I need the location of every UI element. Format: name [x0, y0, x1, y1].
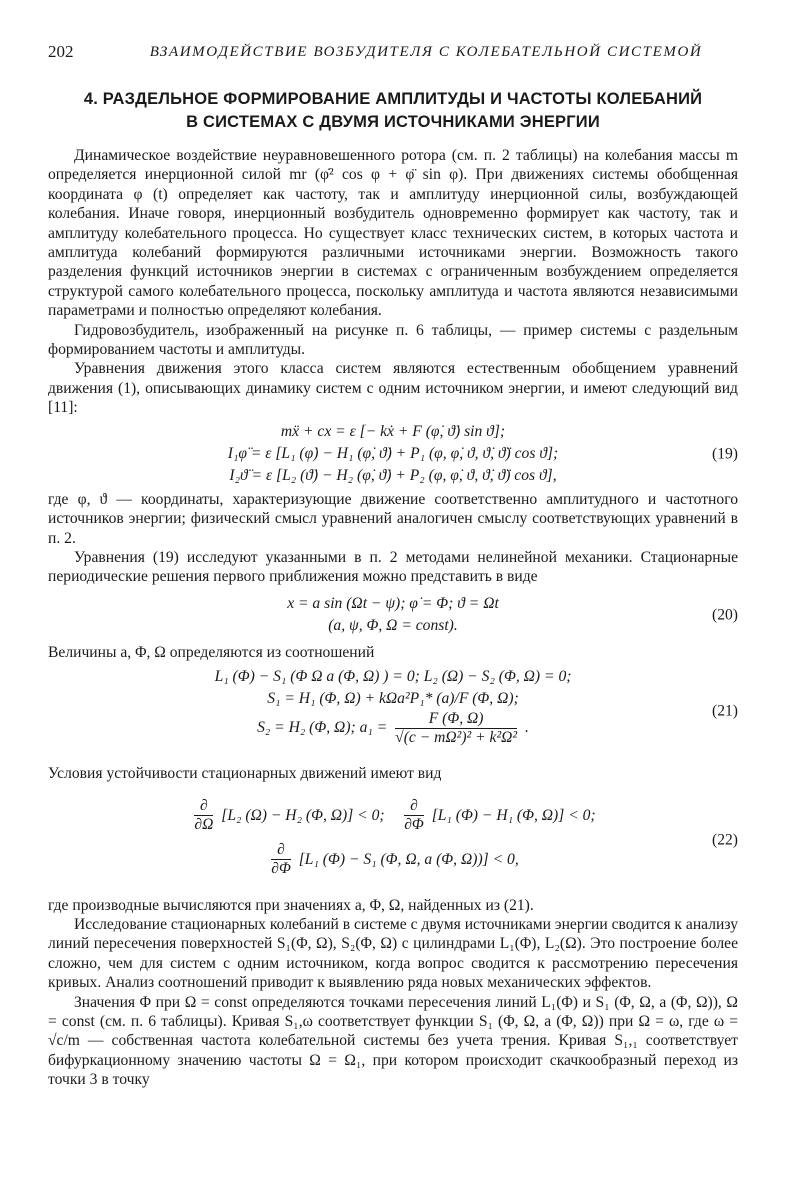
equation-19-number: (19) — [712, 444, 738, 462]
section-title — [48, 88, 738, 134]
equation-21-fraction-numerator: F (Φ, Ω) — [395, 710, 517, 729]
paragraph-values-phi: Значения Φ при Ω = const определяются точками пересечения линий L₁(Φ) и S₁ (Φ, Ω, a (Φ, Ω)), Ω = const (см. п. 6 таблицы). Кривая S₁,ω соответствует функции S₁ (Φ, Ω, a (Φ, Ω)) при Ω = ω, где ω = √c/m — собственная частота колебательной системы без учета трения. Кривая S₁,₁ соответствует бифуркационному значению частоты Ω = Ω₁, при котором происходит скачкообразный переход из точки 3 в точку — [48, 993, 738, 1089]
equation-20-line-2: (a, ψ, Φ, Ω = const). — [328, 616, 458, 634]
equation-21-number: (21) — [712, 702, 738, 720]
equation-21-line-3 — [48, 710, 738, 747]
equation-20-line-1: x = a sin (Ωt − ψ); φ̇ = Φ; ϑ = Ωt — [287, 594, 499, 612]
paragraph-solutions: Уравнения (19) исследуют указанными в п. 2 методами нелинейной механики. Стационарные периодические решения первого приближения можно представить в виде — [48, 548, 738, 586]
equation-22 — [48, 794, 738, 886]
running-head: ВЗАИМОДЕЙСТВИЕ ВОЗБУДИТЕЛЯ С КОЛЕБАТЕЛЬНОЙ СИСТЕМОЙ — [149, 44, 703, 60]
paragraph-derivatives: где производные вычисляются при значениях a, Φ, Ω, найденных из (21). — [48, 896, 534, 914]
equation-22-partial-phi: ∂Φ — [404, 816, 424, 834]
equation-22-derivative-phi-2 — [271, 841, 291, 878]
equation-21-fraction — [395, 710, 517, 747]
paragraph-hydro-exciter: Гидровозбудитель, изображенный на рисунке п. 6 таблицы, — пример системы с раздельным формированием частоты и амплитуды. — [48, 321, 738, 359]
paragraph-quantities: Величины a, Φ, Ω определяются из соотношений — [48, 643, 375, 661]
equation-22-partial-symbol: ∂ — [194, 797, 213, 816]
equation-21-line-3-left: S₂ = H₂ (Φ, Ω); a₁ = — [257, 719, 388, 737]
section-title-line-1: 4. РАЗДЕЛЬНОЕ ФОРМИРОВАНИЕ АМПЛИТУДЫ И ЧАСТОТЫ КОЛЕБАНИЙ — [83, 90, 703, 108]
equation-22-number: (22) — [712, 830, 738, 848]
paragraph-stability: Условия устойчивости стационарных движений имеют вид — [48, 765, 442, 783]
equation-21-line-2: S₁ = H₁ (Φ, Ω) + kΩa²P₁* (a)/F (Φ, Ω); — [267, 690, 519, 708]
equation-22-derivative-phi — [404, 797, 424, 834]
paragraph-two-sources: Исследование стационарных колебаний в системе с двумя источниками энергии сводится к анализу линий пересечения поверхностей S₁(Φ, Ω), S₂(Φ, Ω) с цилиндрами L₁(Φ), L₂(Ω). Это построение более сложно, чем для систем с одним источником, когда вопрос сводится к рассмотрению пересечения кривых. Анализ соотношений приводит к выявлению ряда новых механических эффектов. — [48, 915, 738, 992]
equation-22-partial-symbol: ∂ — [271, 841, 291, 860]
equation-22-derivative-omega — [194, 797, 213, 834]
equation-22-line-2-text: [L₁ (Φ) − S₁ (Φ, Ω, a (Φ, Ω))] < 0, — [298, 850, 519, 868]
equation-22-line-1-a: [L₂ (Ω) − H₂ (Φ, Ω)] < 0; — [221, 806, 385, 824]
paragraph-intro: Динамическое воздействие неуравновешенного ротора (см. п. 2 таблицы) на колебания массы m определяется инерционной силой mr (φ̇² cos φ + φ̈ sin φ). При движениях системы обобщенная координата φ (t) определяет как частоту, так и амплитуду инерционной силы, возбуждающей колебания. Иначе говоря, инерционный возбудитель одновременно формирует как частоту, так и амплитуду колебательного процесса. Но существует класс технических систем, в которых частота и амплитуда колебаний формируются различными источниками энергии. Возможность такого разделения функций источников энергии в системах с ограниченным возбуждением определяется структурой самого колебательного процесса, поскольку амплитуда и частота являются независимыми параметрами и полностью определяют колебания. — [48, 147, 738, 320]
equation-22-partial-phi: ∂Φ — [271, 860, 291, 878]
equation-22-partial-omega: ∂Ω — [194, 816, 214, 834]
page-header — [48, 42, 738, 72]
equation-22-line-1 — [48, 794, 738, 838]
equation-19-line-2: I₁φ̈ = ε [L₁ (φ̇) − H₁ (φ̇, ϑ̇) + P₁ (φ, φ̇, ϑ, ϑ̇, ϑ̈) cos ϑ]; — [227, 444, 559, 462]
section-title-line-2: В СИСТЕМАХ С ДВУМЯ ИСТОЧНИКАМИ ЭНЕРГИИ — [186, 113, 600, 131]
equation-22-partial-symbol: ∂ — [404, 797, 424, 816]
paragraph-equations-intro: Уравнения движения этого класса систем являются естественным обобщением уравнений движения (1), описывающих динамику систем с одним источником энергии, и имеют следующий вид [11]: — [48, 360, 738, 417]
page-number: 202 — [48, 42, 74, 61]
equation-21-fraction-denominator: √(c − mΩ²)² + k²Ω² — [395, 729, 518, 747]
equation-22-line-2 — [48, 838, 738, 882]
paragraph-coordinates: где φ, ϑ — координаты, характеризующие движение соответственно амплитудного и частотного источников энергии; физический смысл уравнений аналогичен смыслу соответствующих уравнений в п. 2. — [48, 490, 738, 547]
equation-21 — [48, 666, 738, 756]
equation-19 — [48, 421, 738, 487]
equation-22-line-1-b: [L₁ (Φ) − H₁ (Φ, Ω)] < 0; — [431, 806, 596, 824]
equation-21-line-3-end: . — [525, 719, 529, 737]
equation-20 — [48, 593, 738, 637]
equation-20-number: (20) — [712, 606, 738, 624]
equation-21-line-1: L₁ (Φ) − S₁ (Φ Ω a (Φ, Ω) ) = 0; L₂ (Ω) − S₂ (Φ, Ω) = 0; — [214, 668, 572, 686]
equation-19-line-3: I₂ϑ̈ = ε [L₂ (ϑ̇) − H₂ (φ̇, ϑ̇) + P₂ (φ, φ̇, ϑ, ϑ̇, ϑ̈) cos ϑ], — [229, 466, 557, 484]
equation-19-line-1: mẍ + cx = ε [− kẋ + F (φ̇, ϑ̇) sin ϑ]; — [280, 422, 506, 440]
